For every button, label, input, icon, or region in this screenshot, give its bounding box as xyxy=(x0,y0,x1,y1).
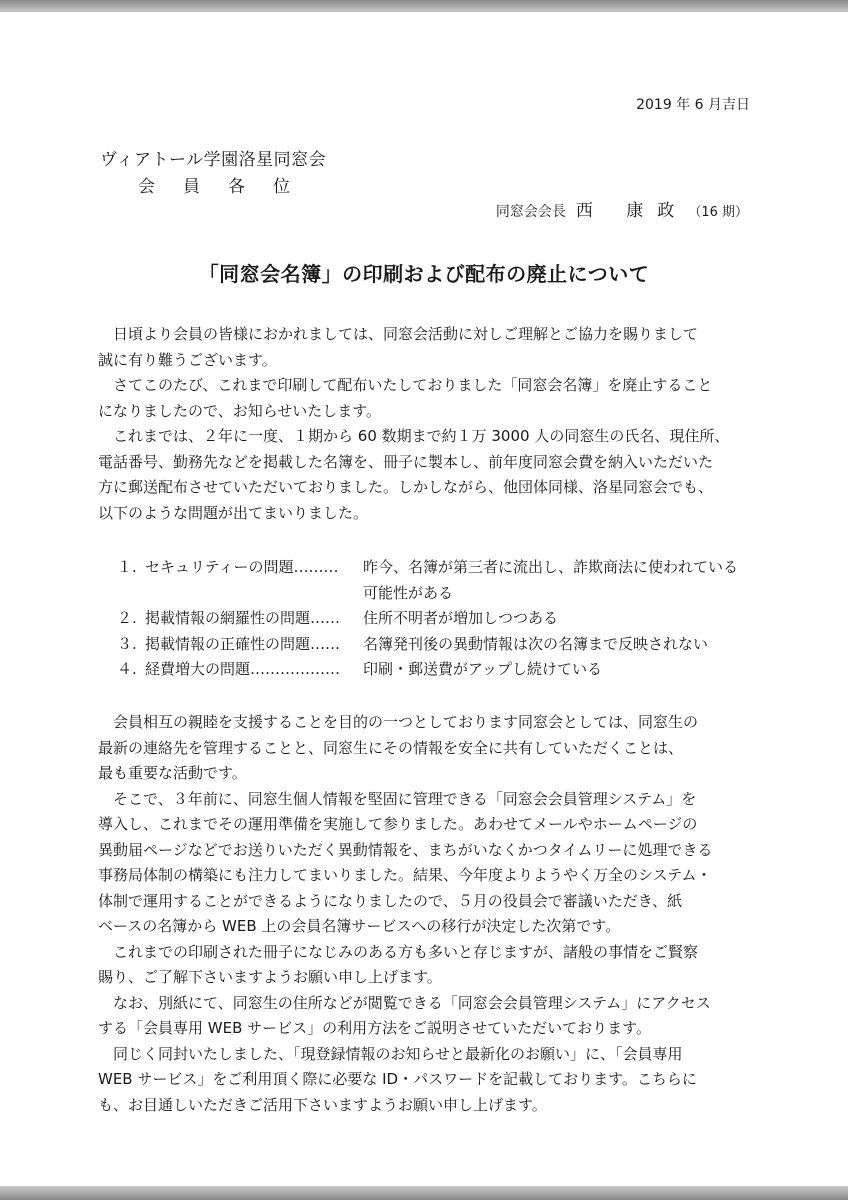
signer-name: 西 康政 xyxy=(575,201,689,221)
letter-title: 「同窓会名簿」の印刷および配布の廃止について xyxy=(198,262,650,286)
body-line: これまでは、２年に一度、１期から 60 数期まで約１万 3000 人の同窓生の氏名、現住所、 xyxy=(98,427,730,445)
body-line: 最も重要な活動です。 xyxy=(98,764,247,782)
body-line: そこで、３年前に、同窓生個人情報を堅固に管理できる「同窓会会員管理システム」を xyxy=(98,789,697,808)
signer-title: 同窓会会長 xyxy=(495,204,566,220)
signer xyxy=(496,196,748,221)
body-line: 最新の連絡先を管理することと、同窓生にその情報を安全に共有していただくことは、 xyxy=(98,738,684,757)
main-paragraphs xyxy=(98,710,748,1118)
body-line: ベースの名簿から WEB 上の会員名簿サービスへの移行が決定した次第です。 xyxy=(98,917,621,935)
body-line: 賜り、ご了解下さいますようお願い申し上げます。 xyxy=(98,968,442,986)
issue-number: １. xyxy=(117,558,137,576)
issue-number: ３. xyxy=(117,634,137,653)
body-line: になりましたので、お知らせいたします。 xyxy=(98,401,382,420)
addressee-members: 会員各位 xyxy=(138,177,318,197)
body-line: 同じく同封いたしました、「現登録情報のお知らせと最新化のお願い」に、「会員専用 xyxy=(98,1044,683,1063)
issue-number: ４. xyxy=(117,660,137,678)
body-line: も、お目通しいただきご活用下さいますようお願い申し上げます。 xyxy=(98,1095,547,1114)
issue-number: ２. xyxy=(117,609,137,627)
issue-text-continued: 可能性がある xyxy=(363,583,454,602)
body-line: さてこのたび、これまで印刷して配布いたしておりました「同窓会名簿」を廃止すること xyxy=(98,376,713,394)
body-line: 方に郵送配布させていただいておりました。しかしながら、他団体同様、洛星同窓会でも、 xyxy=(98,478,714,496)
issue-item xyxy=(117,632,738,658)
letter-date: 2019 年 6 月吉日 xyxy=(636,97,750,113)
issue-text: 名簿発刊後の異動情報は次の名簿まで反映されない xyxy=(363,634,709,653)
scan-bottom-edge xyxy=(0,1186,848,1200)
issue-heading: セキュリティーの問題……… xyxy=(145,558,339,576)
issue-item xyxy=(117,606,738,632)
body-line: 誠に有り難うございます。 xyxy=(98,350,277,369)
body-line: 導入し、これまでその運用準備を実施して参りました。あわせてメールやホームページの xyxy=(98,815,698,833)
issue-item xyxy=(117,657,738,683)
issue-heading: 経費増大の問題……………… xyxy=(145,660,341,678)
intro-paragraphs xyxy=(98,322,748,526)
body-line: 会員相互の親睦を支援することを目的の一つとしております同窓会としては、同窓生の xyxy=(98,713,699,731)
issue-text: 昨今、名簿が第三者に流出し、詐欺商法に使われている xyxy=(363,558,739,576)
body-line: なお、別紙にて、同窓生の住所などが閲覧できる「同窓会会員管理システム」にアクセス xyxy=(98,993,711,1012)
body-line: 体制で運用することができるようになりましたので、５月の役員会で審議いただき、紙 xyxy=(98,891,683,910)
body-line: 電話番号、勤務先などを掲載した名簿を、冊子に製本し、前年度同窓会費を納入いただいた xyxy=(98,452,714,471)
issue-list xyxy=(117,555,738,683)
body-line: 以下のような問題が出てまいりました。 xyxy=(98,503,369,522)
body-line: 日頃より会員の皆様におかれましては、同窓会活動に対しご理解とご協力を賜りまして xyxy=(98,325,699,343)
issue-heading: 掲載情報の網羅性の問題…… xyxy=(145,609,341,627)
body-line: これまでの印刷された冊子になじみのある方も多いと存じますが、諸般の事情をご賢察 xyxy=(98,942,699,961)
issue-item xyxy=(117,555,738,581)
body-line: WEB サービス」をご利用頂く際に必要な ID・パスワードを記載しております。こちらに xyxy=(98,1070,697,1088)
signer-term: （16 期） xyxy=(688,205,748,220)
scan-top-edge xyxy=(0,0,848,12)
body-line: する「会員専用 WEB サービス」の利用方法をご説明させていただいております。 xyxy=(98,1019,651,1037)
addressee-organization: ヴィアトール学園洛星同窓会 xyxy=(100,150,327,170)
issue-text: 住所不明者が増加しつつある xyxy=(363,609,559,627)
body-line: 異動届ページなどでお送りいただく異動情報を、まちがいなくかつタイムリーに処理できる xyxy=(98,840,713,859)
issue-text: 印刷・郵送費がアップし続けている xyxy=(363,660,602,678)
body-line: 事務局体制の構築にも注力してまいりました。結果、今年度よりようやく万全のシステム・ xyxy=(98,866,712,884)
issue-heading: 掲載情報の正確性の問題…… xyxy=(145,634,341,653)
